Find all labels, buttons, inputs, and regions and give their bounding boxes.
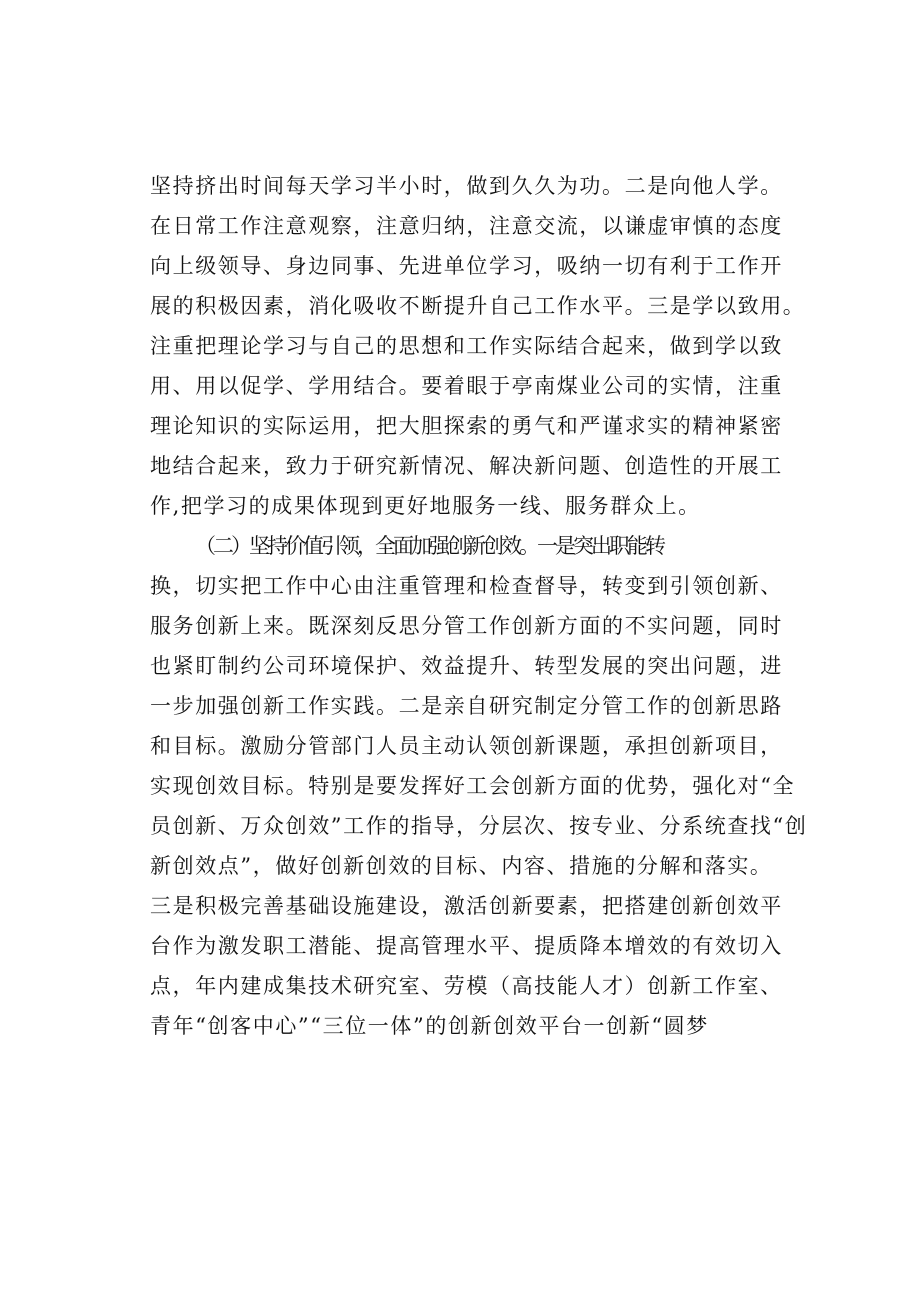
text-line: 理论知识的实际运用，把大胆探索的勇气和严谨求实的精神紧密 bbox=[150, 414, 783, 438]
text-line: 台作为激发职工潜能、提高管理水平、提质降本增效的有效切入 bbox=[150, 934, 783, 958]
text-line: 用、用以促学、学用结合。要着眼于亭南煤业公司的实情，注重 bbox=[150, 374, 783, 398]
text-line: 向上级领导、身边同事、先进单位学习，吸纳一切有利于工作开 bbox=[150, 254, 783, 278]
text-line: 一步加强创新工作实践。二是亲自研究制定分管工作的创新思路 bbox=[150, 694, 783, 718]
text-line: 和目标。激励分管部门人员主动认领创新课题，承担创新项目， bbox=[150, 734, 783, 758]
text-line: 三是积极完善基础设施建设，激活创新要素，把搭建创新创效平 bbox=[150, 894, 783, 918]
text-line: 地结合起来，致力于研究新情况、解决新问题、创造性的开展工 bbox=[150, 454, 783, 478]
text-line: 员创新、万众创效”工作的指导，分层次、按专业、分系统查找“创 bbox=[150, 814, 808, 838]
text-line: 点，年内建成集技术研究室、劳模（高技能人才）创新工作室、 bbox=[150, 974, 783, 998]
text-line: 实现创效目标。特别是要发挥好工会创新方面的优势，强化对“全 bbox=[150, 774, 796, 798]
text-line: 服务创新上来。既深刻反思分管工作创新方面的不实问题，同时 bbox=[150, 614, 783, 638]
text-line: 注重把理论学习与自己的思想和工作实际结合起来，做到学以致 bbox=[150, 334, 783, 358]
text-line: 青年“创客中心”“三位一体”的创新创效平台一创新“圆梦 bbox=[150, 1014, 709, 1038]
text-line: 在日常工作注意观察，注意归纳，注意交流，以谦虚审慎的态度 bbox=[150, 214, 783, 238]
text-line: 新创效点”，做好创新创效的目标、内容、措施的分解和落实。 bbox=[150, 854, 773, 878]
text-line: 作,把学习的成果体现到更好地服务一线、服务群众上。 bbox=[150, 494, 701, 518]
text-line: 也紧盯制约公司环境保护、效益提升、转型发展的突出问题，进 bbox=[150, 654, 783, 678]
text-line: 坚持挤出时间每天学习半小时，做到久久为功。二是向他人学。 bbox=[150, 174, 783, 198]
section-heading-line: （二）坚持价值引领，全面加强创新创效。一是突出职能转 bbox=[195, 534, 663, 558]
text-line: 换，切实把工作中心由注重管理和检查督导，转变到引领创新、 bbox=[150, 574, 783, 598]
text-line: 展的积极因素，消化吸收不断提升自己工作水平。三是学以致用。 bbox=[150, 294, 806, 318]
